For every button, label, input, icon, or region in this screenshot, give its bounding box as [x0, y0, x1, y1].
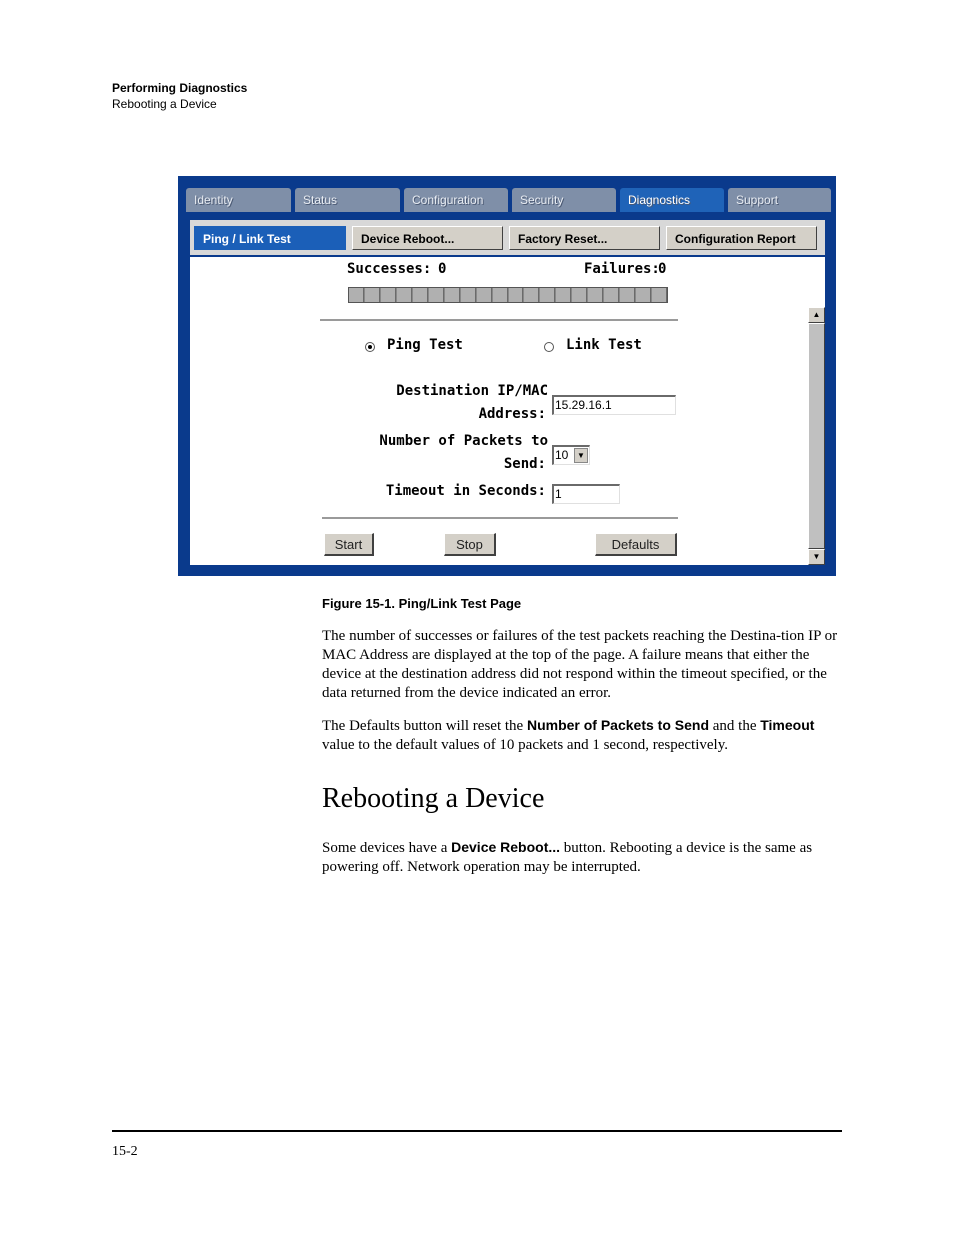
tab-identity[interactable]: Identity [186, 188, 291, 212]
para-reboot-text-1: Some devices have a [322, 840, 452, 856]
packets-label-send: Send: [503, 456, 546, 472]
subtab-device-reboot[interactable]: Device Reboot... [352, 226, 503, 250]
defaults-button[interactable]: Defaults [595, 533, 677, 556]
progress-segment [461, 288, 476, 302]
progress-segment [636, 288, 651, 302]
progress-segment [349, 288, 364, 302]
link-test-label: Link Test [566, 337, 642, 353]
tab-diagnostics[interactable]: Diagnostics [620, 188, 724, 212]
para-reboot-text-2: button. Rebooting a device is the same as powering off. Network operation may be interrupted. [322, 840, 813, 875]
scroll-down-icon[interactable]: ▼ [808, 549, 825, 565]
progress-segment [572, 288, 587, 302]
para-defaults-text-2: and the [709, 718, 761, 734]
subtab-ping-link-test[interactable]: Ping / Link Test [194, 226, 346, 250]
subtab-configuration-report[interactable]: Configuration Report [666, 226, 817, 250]
progress-segment [493, 288, 508, 302]
scroll-up-icon[interactable]: ▲ [808, 307, 825, 323]
progress-segment [381, 288, 396, 302]
section-heading: Rebooting a Device [322, 783, 545, 814]
tab-configuration[interactable]: Configuration [404, 188, 508, 212]
running-header-chapter: Performing Diagnostics [112, 81, 248, 95]
ping-test-label: Ping Test [387, 337, 463, 353]
vertical-scrollbar[interactable] [808, 307, 825, 565]
failures-label: Failures: [584, 261, 660, 277]
tab-security[interactable]: Security [512, 188, 616, 212]
para-defaults-bold-packets: Number of Packets to Send [526, 717, 709, 733]
progress-segment [556, 288, 571, 302]
ping-test-radio[interactable] [365, 342, 375, 352]
result-progress-bar [348, 287, 668, 303]
para-reboot-bold: Device Reboot... [451, 839, 561, 855]
divider-top [320, 319, 678, 322]
diagnostics-subtab-bar [190, 220, 825, 255]
timeout-label: Timeout in Seconds: [385, 483, 546, 499]
ping-test-panel [190, 257, 825, 565]
scroll-thumb[interactable] [808, 323, 825, 549]
chevron-down-icon[interactable]: ▼ [574, 448, 588, 463]
progress-segment [445, 288, 460, 302]
para-defaults-text-1: The Defaults button will reset the [322, 718, 527, 734]
footer-rule [112, 1130, 842, 1132]
progress-segment [429, 288, 444, 302]
destination-label: Destination IP/MAC [396, 383, 548, 399]
destination-address-input[interactable]: 15.29.16.1 [552, 395, 676, 415]
divider-bottom [322, 517, 678, 520]
ping-link-test-screenshot [178, 176, 836, 576]
progress-segment [588, 288, 603, 302]
para-defaults-bold-timeout: Timeout [760, 717, 815, 733]
packets-select-value: 10 [555, 448, 569, 462]
figure-caption: Figure 15-1. Ping/Link Test Page [322, 596, 522, 611]
destination-label-address: Address: [478, 406, 546, 422]
progress-segment [413, 288, 428, 302]
successes-value: 0 [438, 261, 447, 277]
subtab-factory-reset[interactable]: Factory Reset... [509, 226, 660, 250]
tab-status[interactable]: Status [295, 188, 400, 212]
progress-segment [620, 288, 635, 302]
failures-value: 0 [658, 261, 667, 277]
link-test-radio[interactable] [544, 342, 554, 352]
progress-segment [524, 288, 539, 302]
paragraph-defaults [322, 716, 844, 755]
progress-segment [540, 288, 555, 302]
start-button[interactable]: Start [324, 533, 374, 556]
progress-segment [365, 288, 380, 302]
paragraph-reboot [322, 838, 844, 877]
packets-select[interactable] [552, 445, 590, 465]
stop-button[interactable]: Stop [444, 533, 496, 556]
running-header-section: Rebooting a Device [112, 97, 217, 111]
page-number: 15-2 [112, 1144, 138, 1159]
progress-segment [604, 288, 619, 302]
progress-segment [652, 288, 667, 302]
para-defaults-text-3: value to the default values of 10 packets and 1 second, respectively. [322, 737, 728, 753]
progress-segment [477, 288, 492, 302]
successes-label: Successes: [347, 261, 432, 277]
tab-support[interactable]: Support [728, 188, 831, 212]
packets-label: Number of Packets to [379, 433, 548, 449]
paragraph-results: The number of successes or failures of the test packets reaching the Destina-tion IP or MAC Address are displayed at the top of the page. A failure means that either the device at the destination address did not respond within the timeout specified, or the data returned from the device indicated an error. [322, 628, 838, 701]
progress-segment [509, 288, 524, 302]
progress-segment [397, 288, 412, 302]
timeout-input[interactable]: 1 [552, 484, 620, 504]
